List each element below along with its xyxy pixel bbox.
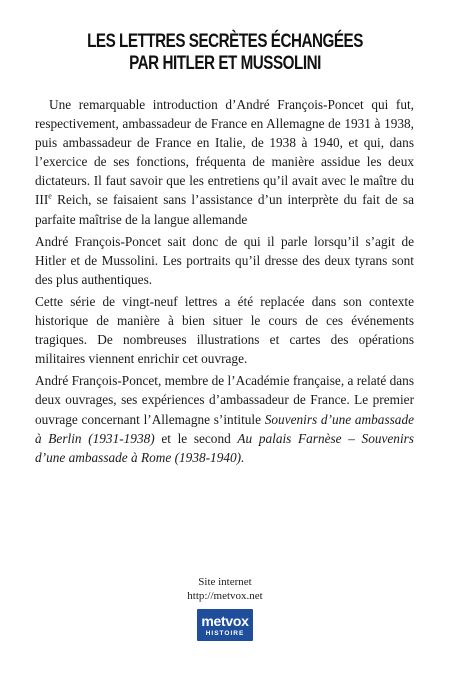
paragraph-memoirs-text: André François-Poncet, membre de l’Académie française, a relaté dans deux ouvrages, ses expériences d’ambassadeur de France. Le premier ouvrage concernant l’Allemagne s’intitule bbox=[35, 373, 414, 427]
book-title-rome: Au palais Farnèse – Souvenirs d’une ambassade à Rome (1938-1940). bbox=[35, 430, 414, 465]
title-line-1: LES LETTRES SECRÈTES ÉCHANGÉES bbox=[87, 30, 363, 52]
paragraph-introduction bbox=[35, 95, 414, 229]
paragraph-introduction-end: Reich, se faisaient sans l’assistance d’un interprète du fait de sa parfaite maîtrise de la langue allemande bbox=[35, 192, 414, 227]
description-text bbox=[35, 95, 414, 470]
website-url[interactable]: http://metvox.net bbox=[187, 590, 263, 602]
metvox-logo bbox=[197, 609, 253, 641]
reich-ordinal-superscript: e bbox=[48, 192, 52, 202]
paragraph-introduction-text: Une remarquable introduction d’André François-Poncet qui fut, respectivement, ambassadeur de France en Allemagne de 1931 à 1938, puis ambassadeur de France en Italie, de 1938 à 1940, et qui, dans l’exercice de ses fonctions, fréquenta de manière assidue les deux dictateurs. Il faut savoir que les entretiens qu’il avait avec le maître du III bbox=[35, 97, 414, 208]
logo-subtitle: HISTOIRE bbox=[205, 630, 245, 637]
paragraph-memoirs-mid: et le second bbox=[154, 430, 238, 446]
logo-name: metvox bbox=[201, 613, 249, 629]
title-line-2: PAR HITLER ET MUSSOLINI bbox=[129, 52, 321, 74]
website-label: Site internet bbox=[198, 576, 252, 588]
paragraph-letters: Cette série de vingt-neuf lettres a été replacée dans son contexte historique de manière à bien situer le cours de ces événements tragiques. De nombreuses illustrations et cartes des opérations militaires viennent enrichir cet ouvrage. bbox=[35, 293, 414, 367]
book-title-berlin: Souvenirs d’une ambassade à Berlin (1931-1938) bbox=[35, 411, 414, 446]
paragraph-memoirs bbox=[35, 371, 414, 466]
book-title bbox=[0, 30, 450, 74]
paragraph-portraits: André François-Poncet sait donc de qui il parle lorsqu’il s’agit de Hitler et de Mussolini. Les portraits qu’il dresse des deux tyrans sont des plus authentiques. bbox=[35, 233, 414, 287]
publisher-footer bbox=[0, 575, 450, 641]
